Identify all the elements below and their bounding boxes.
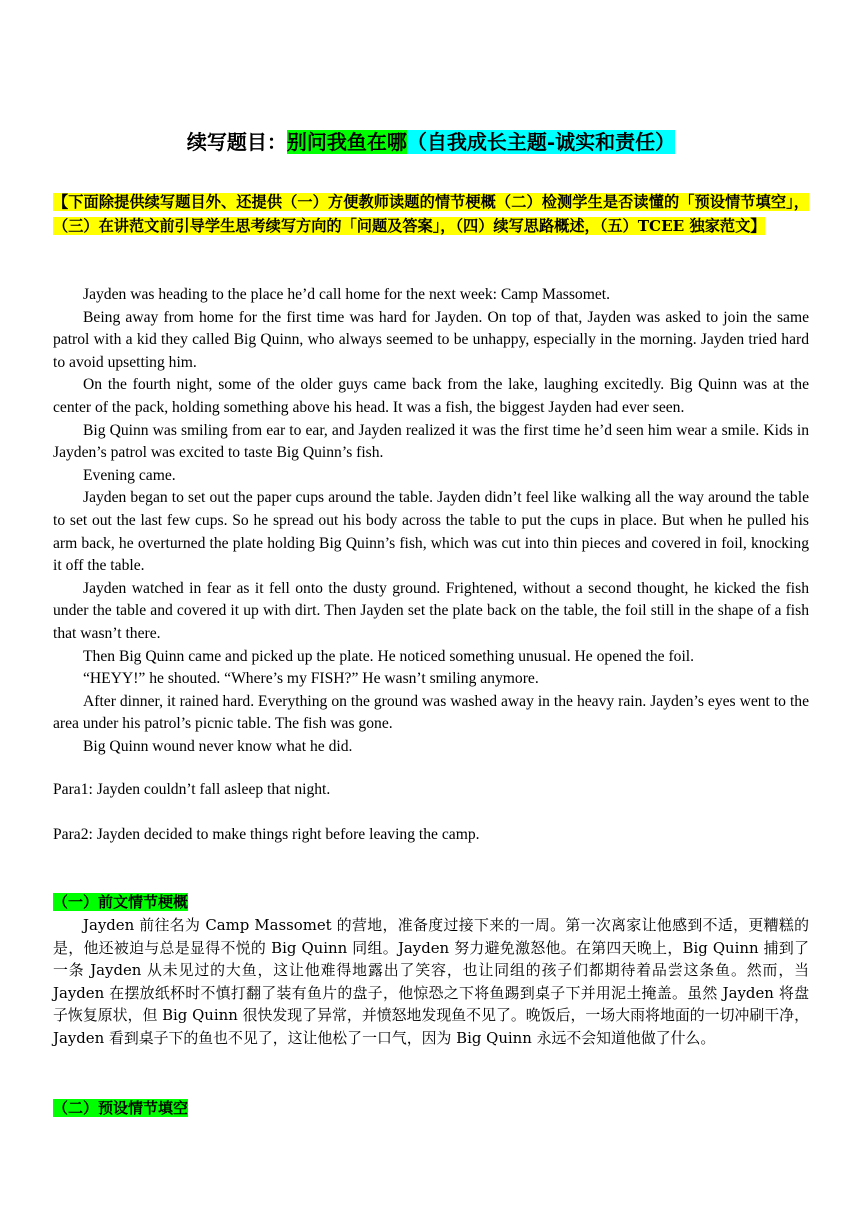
story-paragraph: “HEYY!” he shouted. “Where’s my FISH?” He wasn’t smiling anymore. bbox=[83, 670, 539, 688]
section2-heading-text: （二）预设情节填空 bbox=[53, 1099, 189, 1117]
story-paragraph: Jayden was heading to the place he’d call home for the next week: Camp Massomet. bbox=[83, 286, 610, 303]
notice-text: 【下面除提供续写题目外、还提供（一）方便教师读题的情节梗概（二）检测学生是否读懂的「预设情节填空」，（三）在讲范文前引导学生思考续写方向的「问题及答案」，（四）续写思路概述，（五）TCEE 独家范文】 bbox=[53, 193, 809, 235]
story-paragraph: After dinner, it rained hard. Everything on the ground was washed away in the heavy rain. Jayden’s eyes went to the area under his patrol’s picnic table. The fish was gone. bbox=[53, 692, 809, 733]
page-title bbox=[53, 124, 809, 160]
para2-prompt: Para2: Jayden decided to make things right before leaving the camp. bbox=[53, 826, 480, 843]
title-theme: （自我成长主题-诚实和责任） bbox=[406, 130, 676, 154]
story-paragraph: Jayden watched in fear as it fell onto the dusty ground. Frightened, without a second thought, he kicked the fish under the table and covered it up with dirt. Then Jayden set the plate back on the table, the foil still in the shape of a fish that wasn’t there. bbox=[53, 579, 809, 642]
story-text bbox=[53, 284, 809, 758]
para1-prompt: Para1: Jayden couldn’t fall asleep that night. bbox=[53, 781, 331, 798]
title-prefix: 续写题目： bbox=[186, 130, 287, 154]
story-paragraph: Jayden began to set out the paper cups around the table. Jayden didn’t feel like walking all the way around the table to set out the last few cups. So he spread out his body across the table to put the cups in place. But when he pulled his arm back, he overturned the plate holding Big Quinn’s fish, which was cut into thin pieces and covered in foil, knocking it off the table. bbox=[53, 489, 809, 575]
story-paragraph: Evening came. bbox=[83, 466, 176, 484]
section1-heading bbox=[53, 891, 188, 913]
story-paragraph: Big Quinn wound never know what he did. bbox=[83, 737, 353, 755]
story-paragraph: Then Big Quinn came and picked up the plate. He noticed something unusual. He opened the foil. bbox=[83, 647, 695, 665]
section1-heading-text: （一）前文情节梗概 bbox=[53, 893, 189, 911]
title-main: 别问我鱼在哪 bbox=[286, 130, 407, 154]
story-paragraph: Being away from home for the first time was hard for Jayden. On top of that, Jayden was asked to join the same patrol with a kid they called Big Quinn, who always seemed to be unhappy, especially in the morning. Jayden tried hard to avoid upsetting him. bbox=[53, 308, 809, 371]
section2-heading bbox=[53, 1097, 188, 1119]
notice-paragraph bbox=[53, 190, 809, 238]
plot-summary: Jayden 前往名为 Camp Massomet 的营地，准备度过接下来的一周。第一次离家让他感到不适，更糟糕的是，他还被迫与总是显得不悦的 Big Quinn 同组。Jayden 努力避免激怒他。在第四天晚上，Big Quinn 捕到了一条 Jayden 从未见过的大鱼，这让他难得地露出了笑容，也让同组的孩子们都期待着品尝这条鱼。然而，当 Jayden 在摆放纸杯时不慎打翻了装有鱼片的盘子，他惊恐之下将鱼踢到桌子下并用泥土掩盖。虽然 Jayden 将盘子恢复原状，但 Big Quinn 很快发现了异常，并愤怒地发现鱼不见了。晚饭后，一场大雨将地面的一切冲刷干净，Jayden 看到桌子下的鱼也不见了，这让他松了一口气，因为 Big Quinn 永远不会知道他做了什么。 bbox=[53, 916, 809, 1047]
story-paragraph: Big Quinn was smiling from ear to ear, and Jayden realized it was the first time he’d seen him wear a smile. Kids in Jayden’s patrol was excited to taste Big Quinn’s fish. bbox=[53, 421, 809, 462]
story-paragraph: On the fourth night, some of the older guys came back from the lake, laughing excitedly. Big Quinn was at the center of the pack, holding something above his head. It was a fish, the biggest Jayden had ever seen. bbox=[53, 376, 809, 416]
